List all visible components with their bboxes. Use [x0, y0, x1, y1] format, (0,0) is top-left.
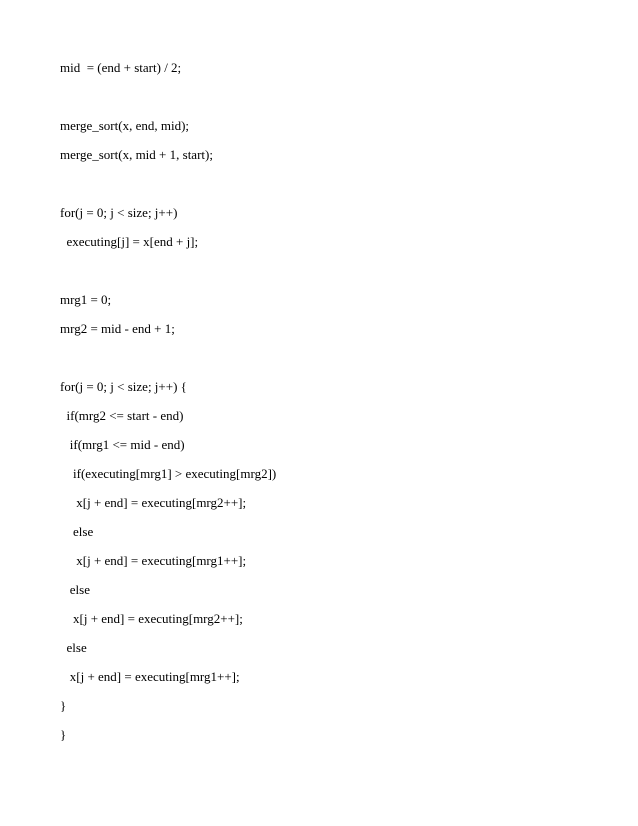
code-line: x[j + end] = executing[mrg1++]; — [60, 669, 240, 684]
code-line: if(mrg1 <= mid - end) — [60, 437, 185, 452]
code-line: mid = (end + start) / 2; — [60, 60, 182, 75]
code-line: mrg2 = mid - end + 1; — [60, 321, 175, 336]
code-line: for(j = 0; j < size; j++) — [60, 205, 178, 220]
code-line: mrg1 = 0; — [60, 292, 112, 307]
code-line: else — [60, 640, 87, 655]
code-line: else — [60, 524, 94, 539]
code-line: merge_sort(x, mid + 1, start); — [60, 147, 213, 162]
code-line: merge_sort(x, end, mid); — [60, 118, 190, 133]
code-line: executing[j] = x[end + j]; — [60, 234, 199, 249]
code-line: x[j + end] = executing[mrg2++]; — [60, 611, 243, 626]
code-line: for(j = 0; j < size; j++) { — [60, 379, 187, 394]
code-line: else — [60, 582, 90, 597]
code-line: } — [60, 698, 67, 713]
code-line: x[j + end] = executing[mrg2++]; — [60, 495, 247, 510]
code-line: if(mrg2 <= start - end) — [60, 408, 184, 423]
code-line: x[j + end] = executing[mrg1++]; — [60, 553, 247, 568]
code-line: } — [60, 727, 67, 742]
code-line: if(executing[mrg1] > executing[mrg2]) — [60, 466, 277, 481]
